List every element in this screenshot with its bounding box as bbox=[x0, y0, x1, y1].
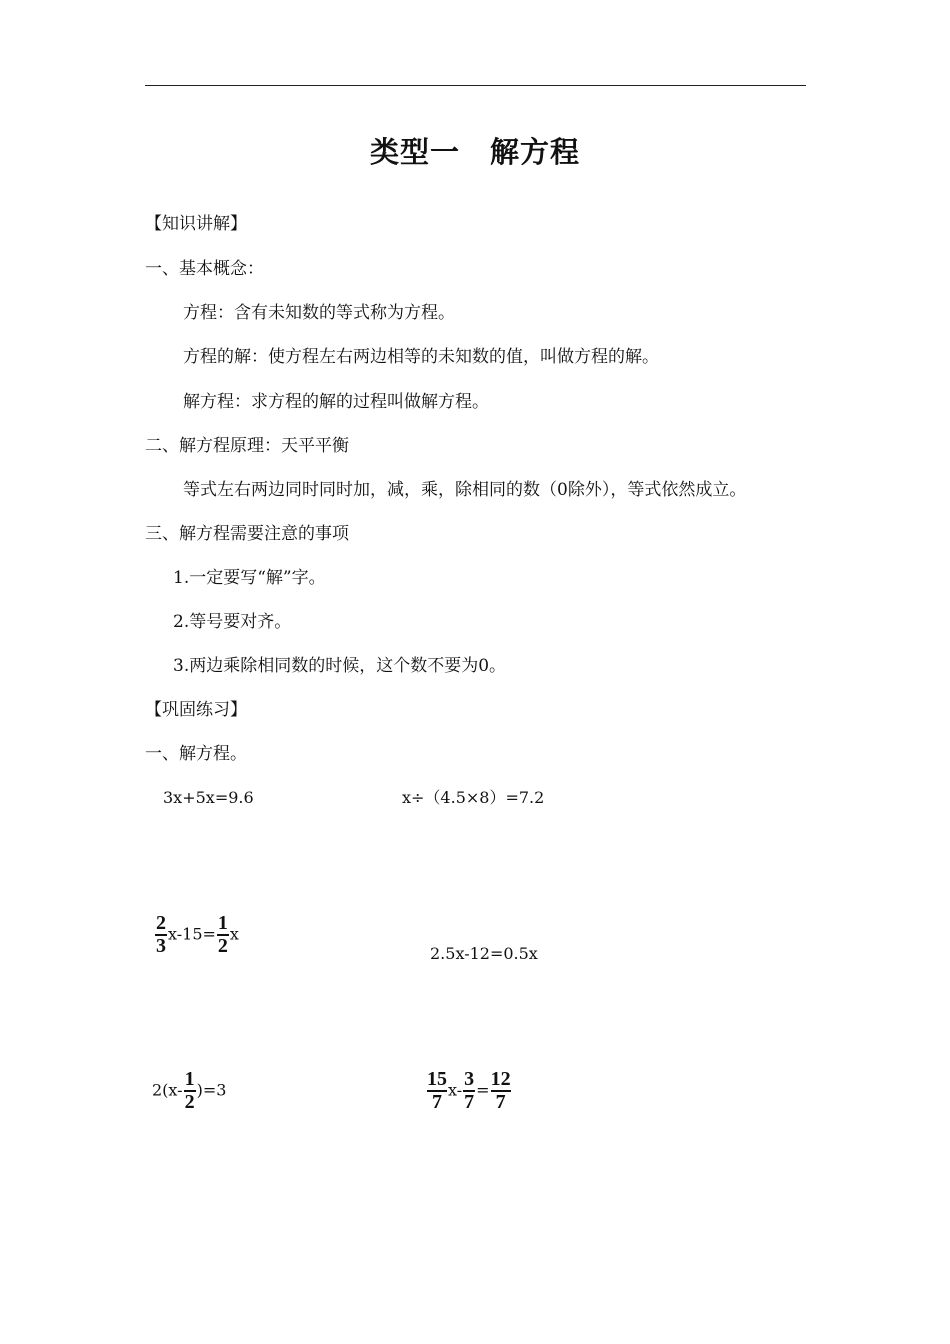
principle-text: 等式左右两边同时同时加，减，乘，除相同的数（0除外），等式依然成立。 bbox=[183, 480, 747, 500]
equation-3: $\frac{2}{3}$ x-15= $\frac{1}{2}$ x bbox=[156, 912, 239, 957]
definition-solution: 方程的解：使方程左右两边相等的未知数的值，叫做方程的解。 bbox=[183, 347, 659, 367]
section3-heading: 三、解方程需要注意的事项 bbox=[145, 524, 349, 544]
fraction-two-thirds: $\frac{2}{3}$ bbox=[156, 912, 166, 957]
practice-heading: 【巩固练习】 bbox=[145, 700, 247, 720]
equation-1: 3x+5x=9.6 bbox=[163, 788, 254, 807]
fraction-fifteen-sevenths: $\frac{15}{7}$ bbox=[427, 1068, 447, 1113]
section2-heading: 二、解方程原理：天平平衡 bbox=[145, 436, 349, 456]
practice-subheading: 一、解方程。 bbox=[145, 744, 247, 764]
fraction-one-half: $\frac{1}{2}$ bbox=[184, 1068, 195, 1113]
equation-6: $\frac{15}{7}$ x- $\frac{3}{7}$ = $\frac{12}{7}$ bbox=[427, 1068, 511, 1113]
fraction-twelve-sevenths: $\frac{12}{7}$ bbox=[490, 1068, 511, 1113]
page-title: 类型一 解方程 bbox=[369, 135, 580, 169]
fraction-one-half: $\frac{1}{2}$ bbox=[217, 912, 228, 957]
note-item-1: 1.一定要写“解”字。 bbox=[173, 568, 326, 588]
definition-equation: 方程：含有未知数的等式称为方程。 bbox=[183, 303, 455, 323]
equation-4: 2.5x-12=0.5x bbox=[430, 944, 538, 963]
fraction-three-sevenths: $\frac{3}{7}$ bbox=[464, 1068, 475, 1113]
definition-solving: 解方程：求方程的解的过程叫做解方程。 bbox=[183, 392, 489, 412]
knowledge-heading: 【知识讲解】 bbox=[145, 214, 247, 234]
note-item-3: 3.两边乘除相同数的时候，这个数不要为0。 bbox=[173, 656, 507, 676]
section1-heading: 一、基本概念： bbox=[145, 259, 264, 279]
note-item-2: 2.等号要对齐。 bbox=[173, 612, 292, 632]
header-rule bbox=[145, 85, 806, 86]
equation-2: x÷（4.5×8）=7.2 bbox=[402, 788, 545, 807]
equation-5: 2(x- $\frac{1}{2}$ )=3 bbox=[152, 1068, 227, 1113]
